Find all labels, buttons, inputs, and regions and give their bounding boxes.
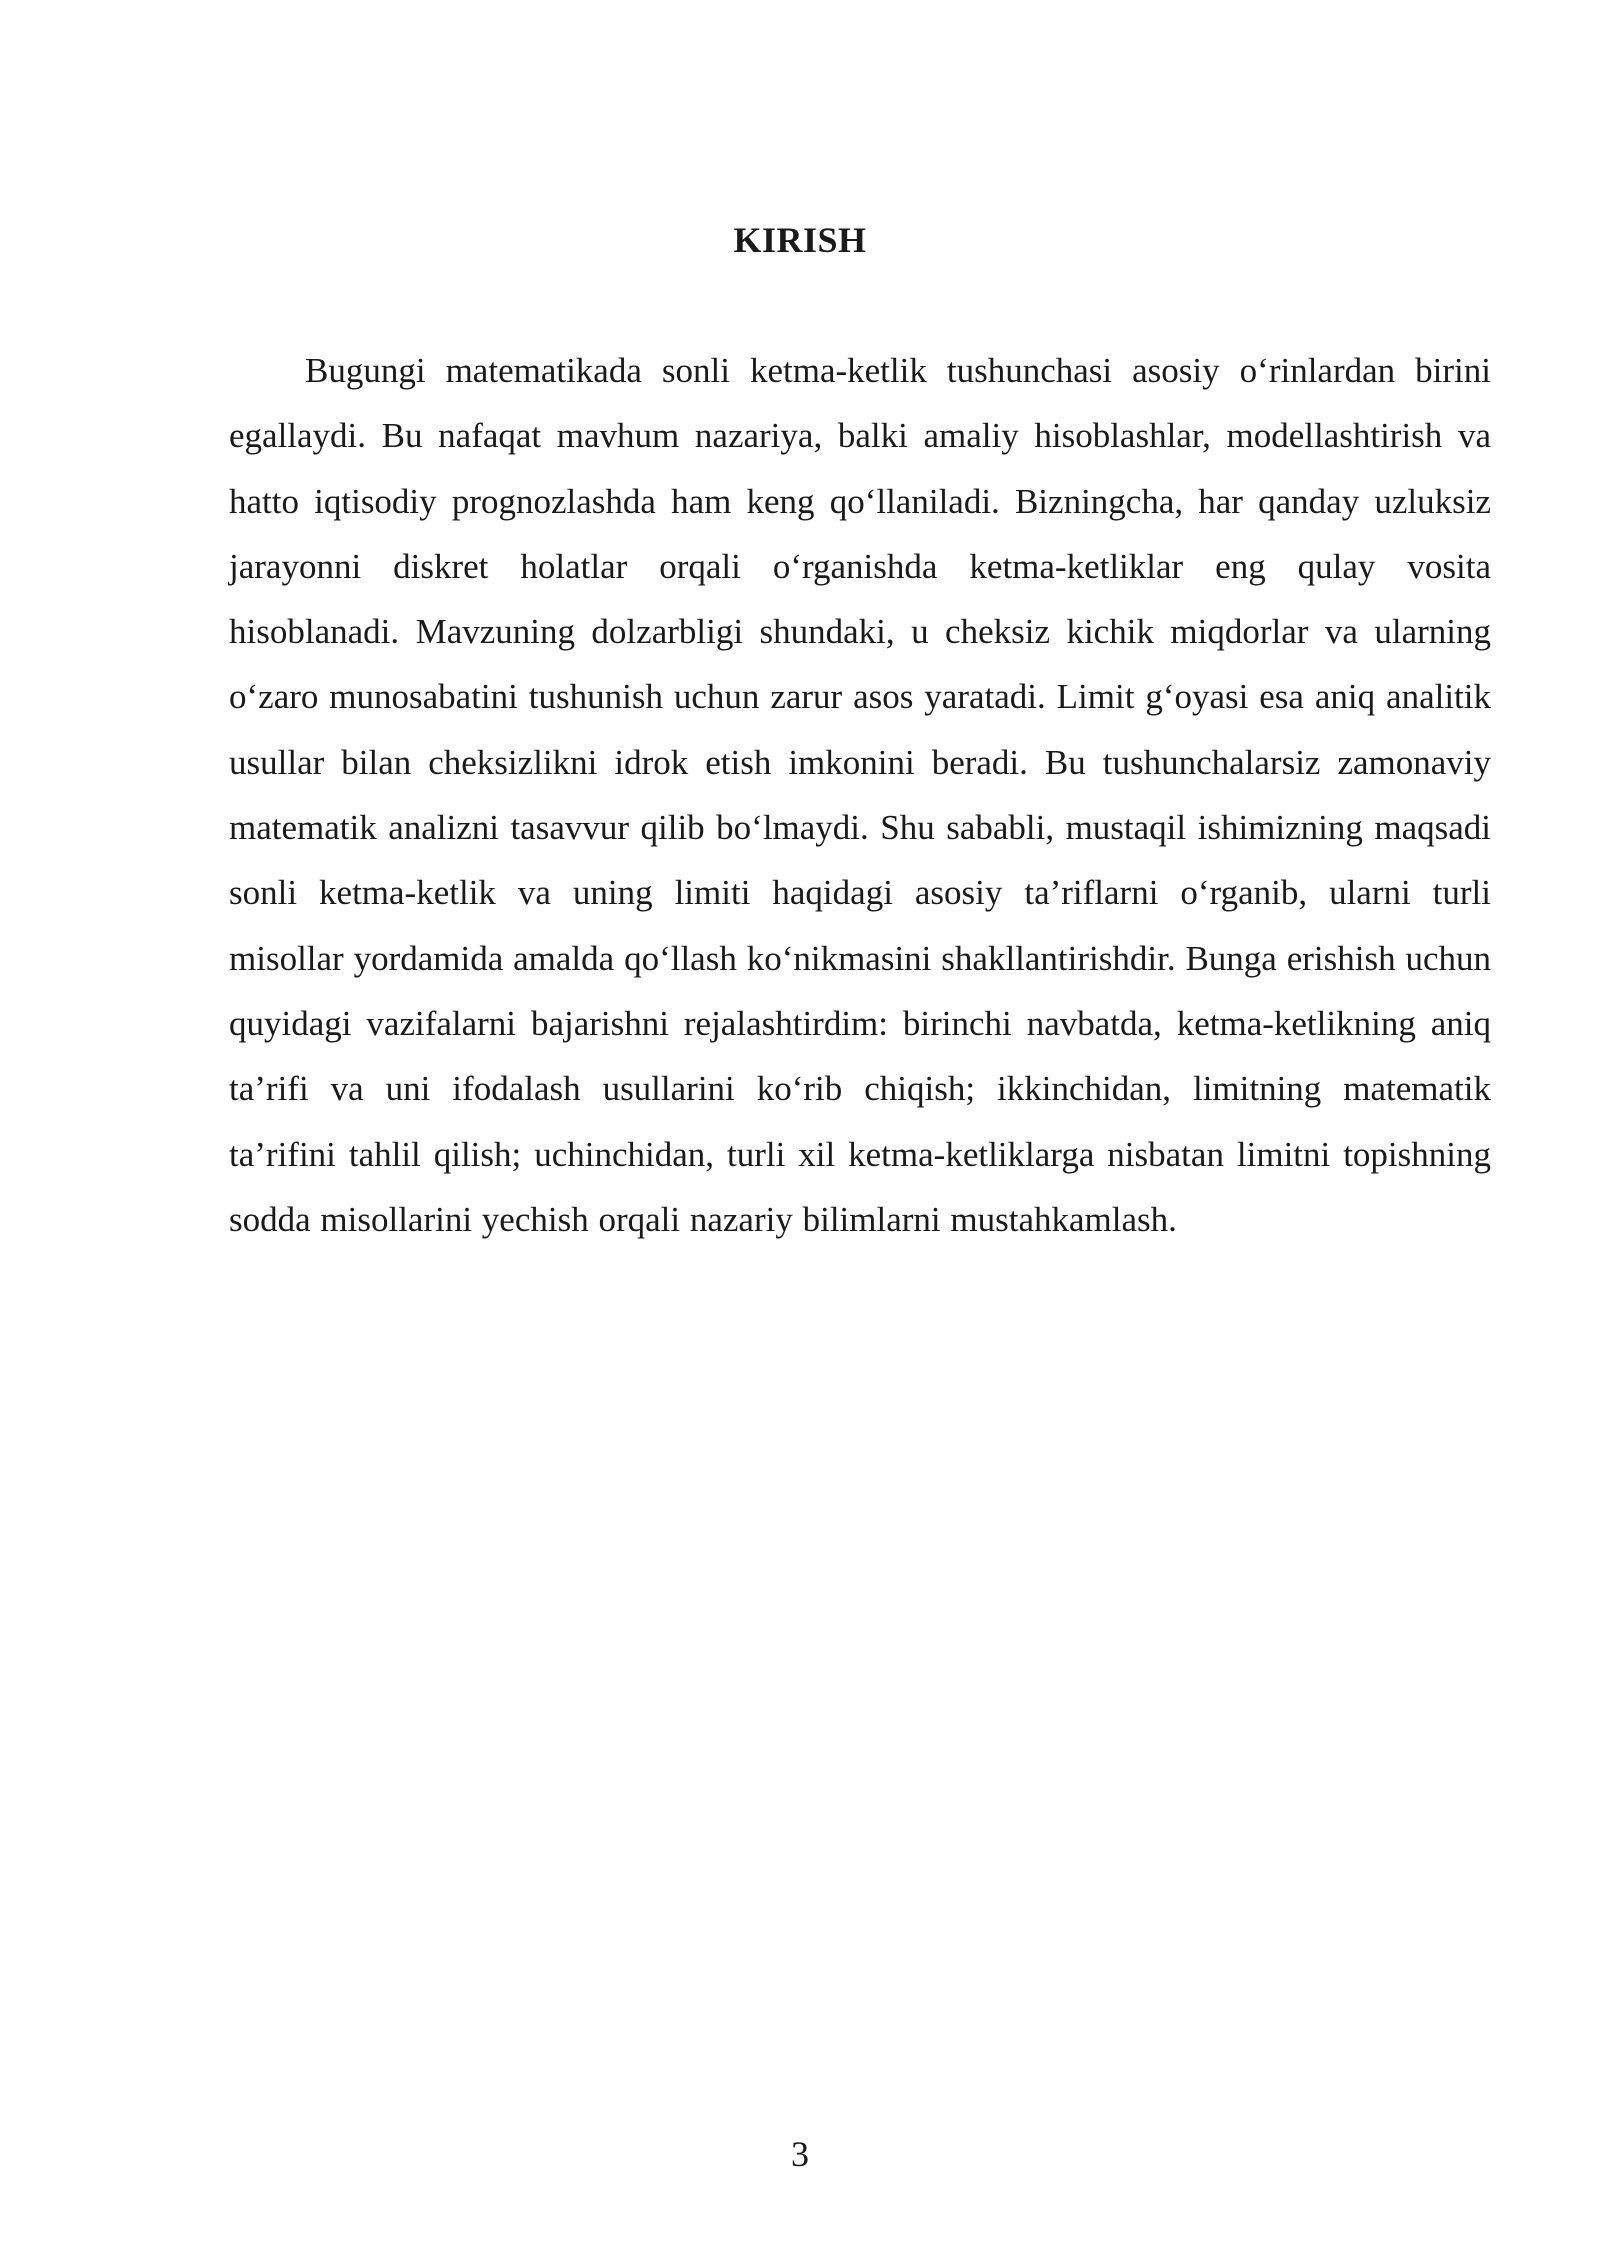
page-number: 3 — [791, 2134, 809, 2174]
introduction-paragraph: Bugungi matematikada sonli ketma-ketlik tushunchasi asosiy o‘rinlardan birini egallaydi. Bu nafaqat mavhum nazariya, balki amaliy hisoblashlar, modellashtirish va hatto iqtisodiy prognozlashda ham keng qo‘llaniladi. Bizningcha, har qanday uzluksiz jarayonni diskret holatlar orqali o‘rganishda ketma-ketliklar eng qulay vosita hisoblanadi. Mavzuning dolzarbligi shundaki, u cheksiz kichik miqdorlar va ularning o‘zaro munosabatini tushunish uchun zarur asos yaratadi. Limit g‘oyasi esa aniq analitik usullar bilan cheksizlikni idrok etish imkonini beradi. Bu tushunchalarsiz zamonaviy matematik analizni tasavvur qilib bo‘lmaydi. Shu sababli, mustaqil ishimizning maqsadi sonli ketma-ketlik va uning limiti haqidagi asosiy ta’riflarni o‘rganib, ularni turli misollar yordamida amalda qo‘llash ko‘nikmasini shakllantirishdir. Bunga erishish uchun quyidagi vazifalarni bajarishni rejalashtirdim: birinchi navbatda, ketma-ketlikning aniq ta’rifi va uni ifodalash usullarini ko‘rib chiqish; ikkinchidan, limitning matematik ta’rifini tahlil qilish; uchinchidan, turli xil ketma-ketliklarga nisbatan limitni topishning sodda misollarini yechish orqali nazariy bilimlarni mustahkamlash. — [229, 351, 1491, 1239]
section-heading: KIRISH — [733, 220, 867, 260]
